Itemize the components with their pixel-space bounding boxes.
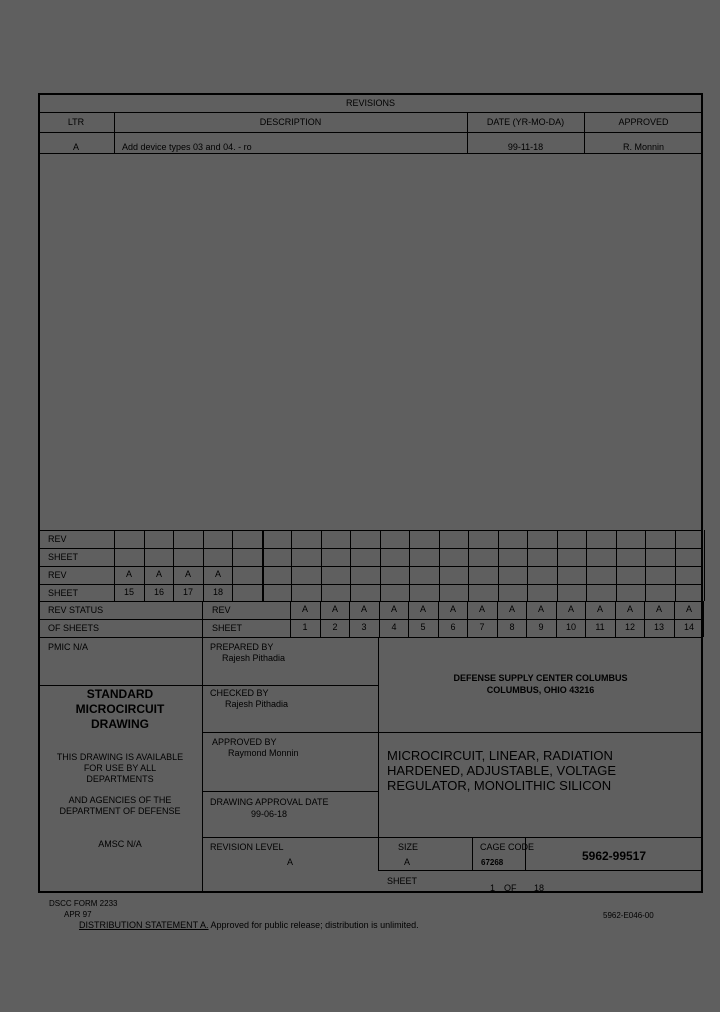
status-sheet-cell: 13: [653, 622, 664, 632]
status-rev-cell: A: [419, 604, 426, 614]
checked-by-name: Rajesh Pithadia: [225, 699, 289, 709]
checked-by-label: CHECKED BY: [210, 688, 269, 698]
status-sheet-cell: 7: [479, 622, 485, 632]
cage-code-label: CAGE CODE: [480, 842, 535, 852]
grid-rev-label-2: REV: [48, 570, 67, 580]
status-rev-cell: A: [478, 604, 485, 614]
grid-rev-cell: A: [155, 569, 162, 579]
approved-by-label: APPROVED BY: [212, 737, 277, 747]
status-rev-cell: A: [360, 604, 367, 614]
revision-level-value: A: [287, 857, 294, 867]
status-rev-cell: A: [301, 604, 308, 614]
avail-line-1: THIS DRAWING IS AVAILABLE: [56, 752, 184, 762]
std-title-1: STANDARD: [86, 687, 154, 701]
sheet-total: 18: [534, 883, 545, 893]
revision-level-label: REVISION LEVEL: [210, 842, 284, 852]
distribution-label: DISTRIBUTION STATEMENT A.: [79, 920, 209, 930]
status-sheet-cell: 6: [450, 622, 456, 632]
pmic-label: PMIC N/A: [48, 642, 89, 652]
drawing-title-3: REGULATOR, MONOLITHIC SILICON: [387, 778, 612, 793]
status-rev-cell: A: [626, 604, 633, 614]
grid-sheet-label-2: SHEET: [48, 588, 79, 598]
grid-rev-label-1: REV: [48, 534, 67, 544]
agencies-line-2: DEPARTMENT OF DEFENSE: [59, 806, 181, 816]
avail-line-2: FOR USE BY ALL: [83, 763, 157, 773]
grid-rev-cell: A: [214, 569, 221, 579]
approval-date-value: 99-06-18: [251, 809, 288, 819]
rev-entry-approved: R. Monnin: [622, 142, 665, 152]
status-sheet-cell: 14: [683, 622, 694, 632]
rev-entry-ltr: A: [72, 142, 79, 152]
rev-status-label: REV STATUS: [48, 605, 104, 615]
std-title-2: MICROCIRCUIT: [75, 702, 165, 716]
grid-sheet-label-1: SHEET: [48, 552, 79, 562]
agency-name: DEFENSE SUPPLY CENTER COLUMBUS: [453, 673, 628, 683]
grid-rev-cell: A: [125, 569, 132, 579]
status-rev-cell: A: [685, 604, 692, 614]
document-number: 5962-99517: [581, 849, 647, 863]
rev-header-description: DESCRIPTION: [259, 117, 322, 127]
avail-line-3: DEPARTMENTS: [86, 774, 154, 784]
status-sheet-cell: 11: [595, 622, 605, 632]
status-rev-cell: A: [596, 604, 603, 614]
std-title-3: DRAWING: [91, 717, 149, 731]
rev-header-date: DATE (YR-MO-DA): [486, 117, 565, 127]
approval-date-label: DRAWING APPROVAL DATE: [210, 797, 329, 807]
distribution-text: Approved for public release; distribution is unlimited.: [208, 920, 419, 930]
form-date: APR 97: [64, 910, 92, 919]
rev-header-ltr: LTR: [67, 117, 85, 127]
size-label: SIZE: [398, 842, 419, 852]
status-sheet-cell: 9: [538, 622, 544, 632]
status-rev-cell: A: [449, 604, 456, 614]
status-sheet-cell: 10: [565, 622, 576, 632]
rev-status-rev-label: REV: [212, 605, 231, 615]
sheet-of: OF: [504, 883, 517, 893]
drawing-title-1: MICROCIRCUIT, LINEAR, RADIATION: [387, 748, 613, 763]
prepared-by-label: PREPARED BY: [210, 642, 274, 652]
revisions-title: REVISIONS: [345, 98, 395, 108]
grid-sheet-cell: 18: [212, 587, 223, 597]
status-rev-cell: A: [508, 604, 515, 614]
status-rev-cell: A: [390, 604, 397, 614]
grid-sheet-cell: 16: [153, 587, 164, 597]
status-sheet-cell: 2: [332, 622, 338, 632]
status-sheet-cell: 3: [361, 622, 367, 632]
status-rev-cell: A: [331, 604, 338, 614]
amsc-label: AMSC N/A: [98, 839, 142, 849]
rev-entry-description: Add device types 03 and 04. - ro: [122, 142, 252, 152]
status-sheet-cell: 1: [302, 622, 308, 632]
drawing-title-2: HARDENED, ADJUSTABLE, VOLTAGE: [387, 763, 616, 778]
status-rev-cell: A: [537, 604, 544, 614]
prepared-by-name: Rajesh Pithadia: [222, 653, 286, 663]
sheet-number: 1: [490, 883, 496, 893]
grid-sheet-cell: 15: [123, 587, 134, 597]
sheet-label: SHEET: [387, 876, 418, 886]
document-code: 5962-E046-00: [603, 911, 654, 920]
rev-entry-date: 99-11-18: [507, 142, 544, 152]
status-sheet-cell: 4: [391, 622, 397, 632]
grid-sheet-cell: 17: [182, 587, 193, 597]
cage-code-value: 67268: [481, 858, 504, 867]
approved-by-name: Raymond Monnin: [228, 748, 299, 758]
status-sheet-cell: 12: [624, 622, 635, 632]
form-number: DSCC FORM 2233: [49, 899, 118, 908]
status-sheet-cell: 8: [509, 622, 515, 632]
agencies-line-1: AND AGENCIES OF THE: [68, 795, 172, 805]
agency-address: COLUMBUS, OHIO 43216: [486, 685, 595, 695]
rev-status-sheet-label: SHEET: [212, 623, 243, 633]
status-rev-cell: A: [655, 604, 662, 614]
size-value: A: [404, 857, 411, 867]
status-rev-cell: A: [567, 604, 574, 614]
distribution-statement: [79, 920, 419, 931]
status-sheet-cell: 5: [420, 622, 426, 632]
rev-header-approved: APPROVED: [618, 117, 669, 127]
grid-rev-cell: A: [184, 569, 191, 579]
of-sheets-label: OF SHEETS: [48, 623, 100, 633]
